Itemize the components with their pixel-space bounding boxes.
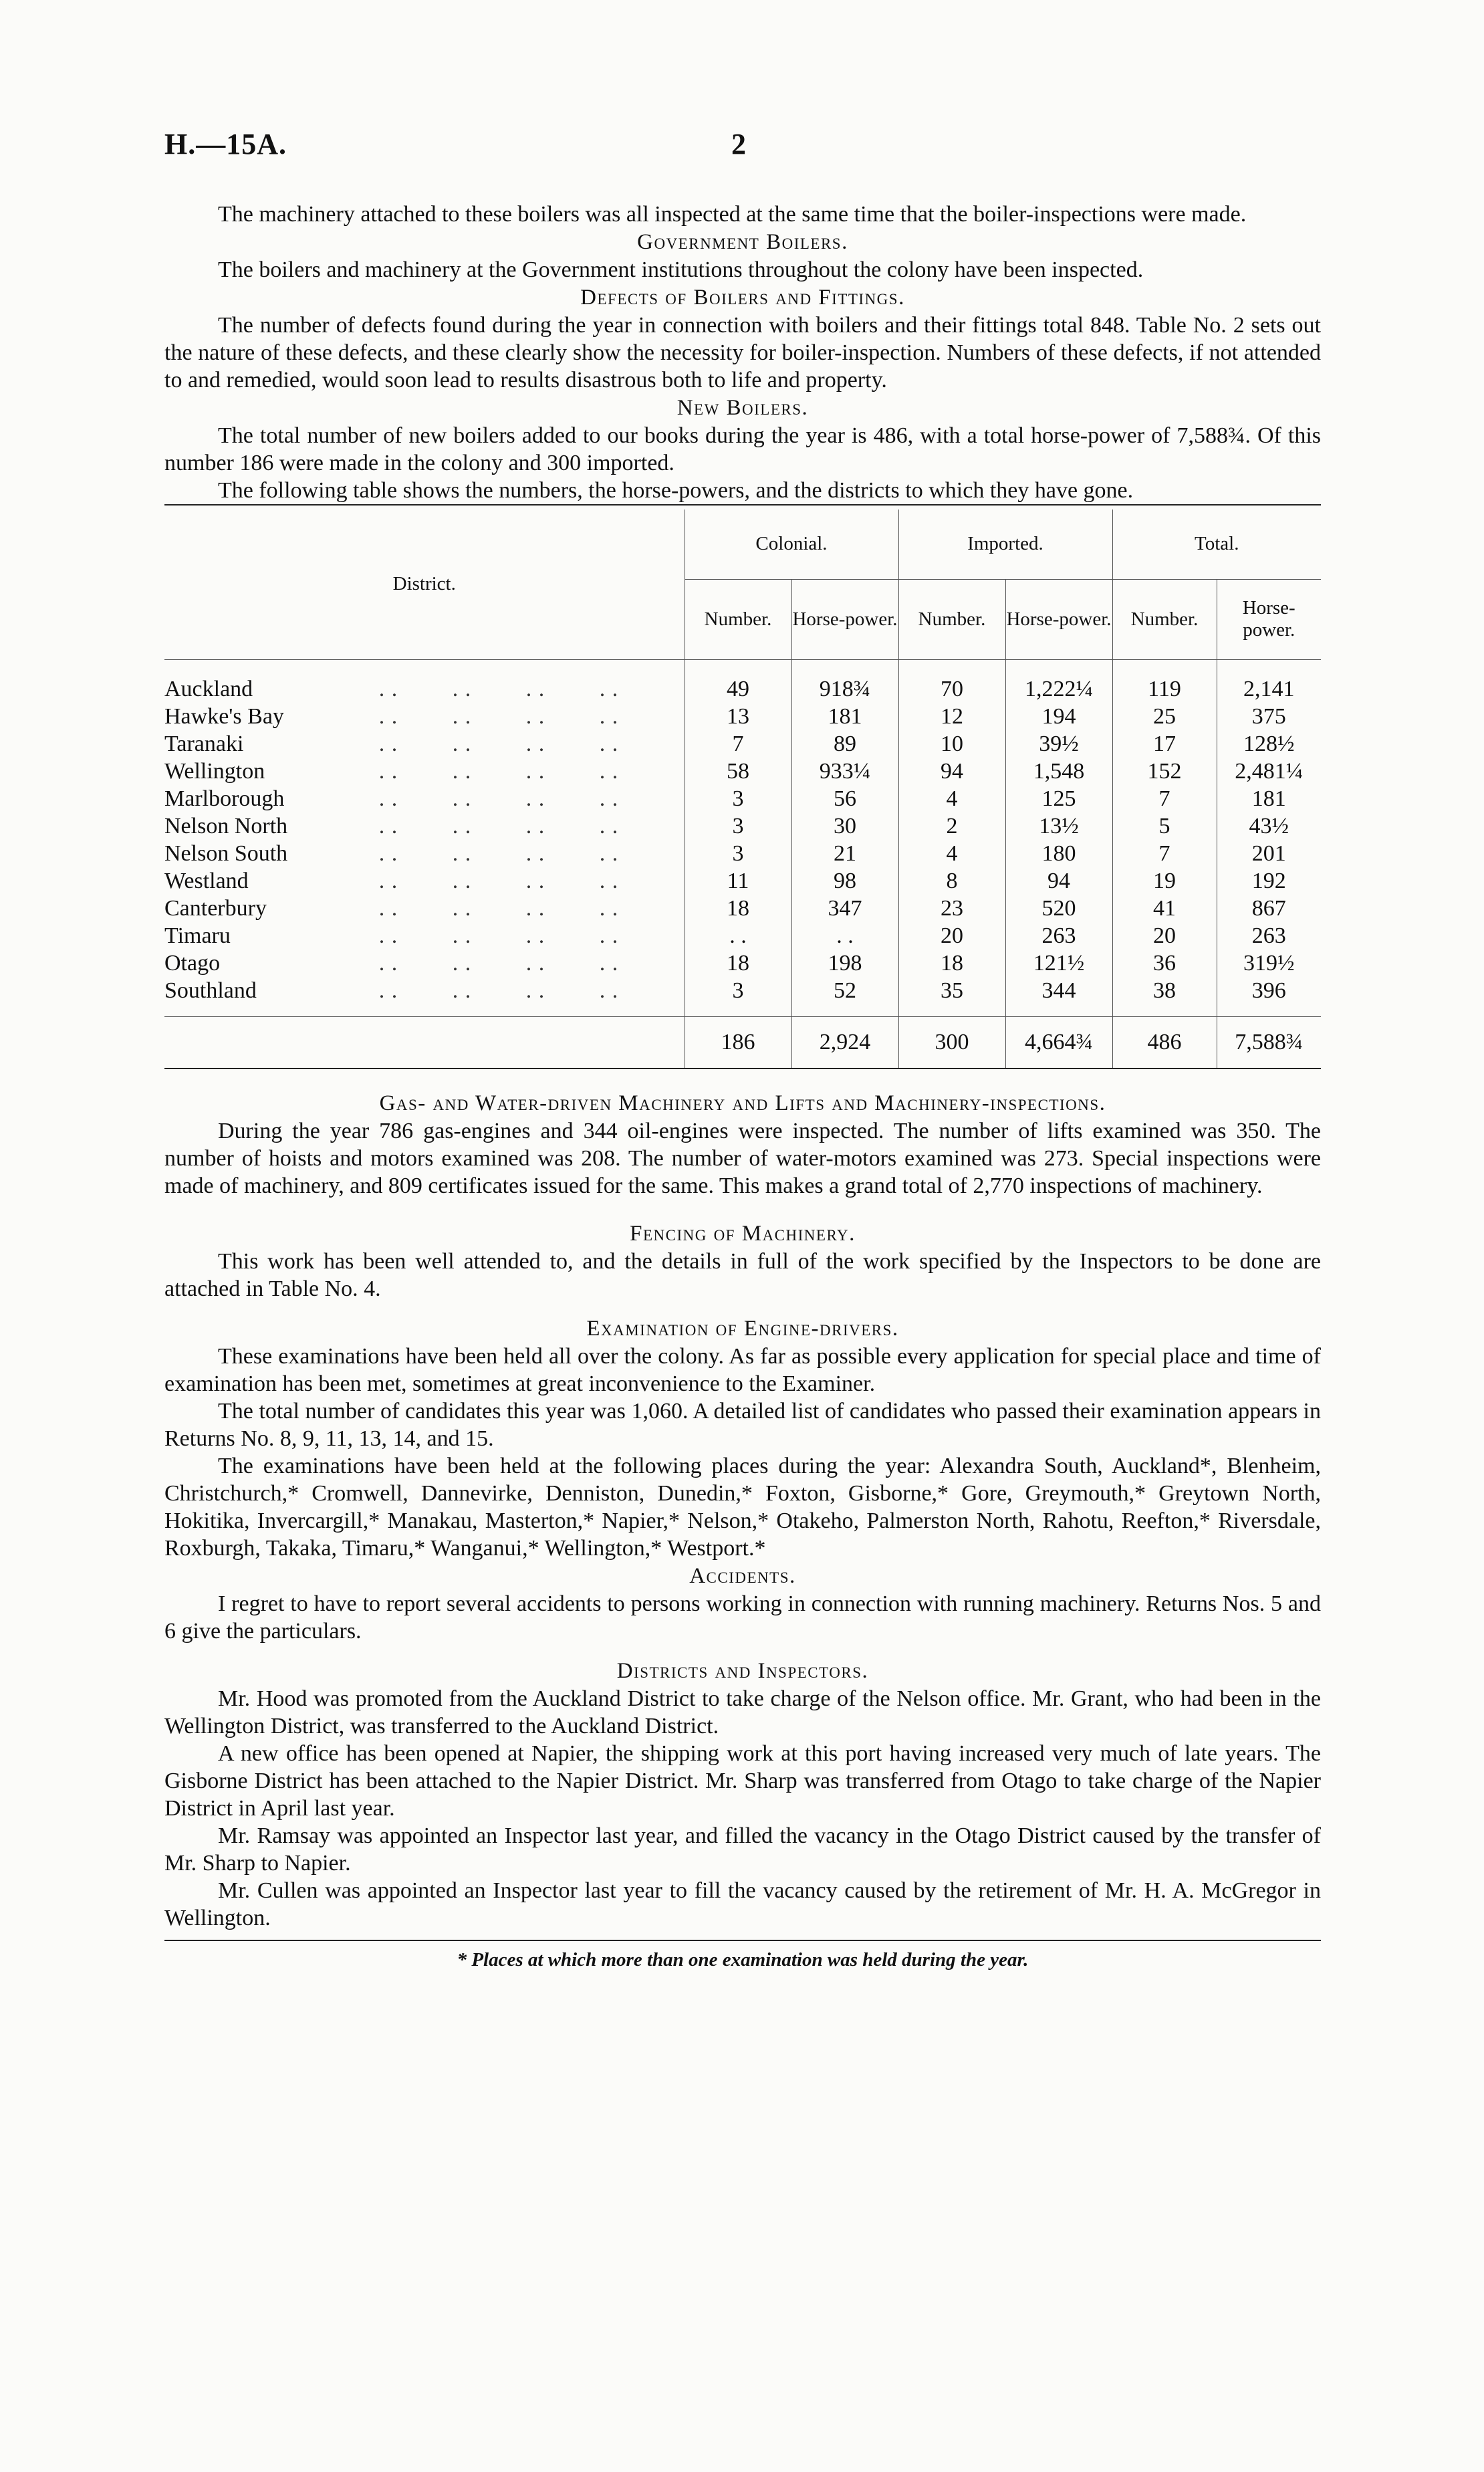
header-total: Total. [1112, 510, 1321, 579]
total-hp-cell: 319½ [1217, 949, 1321, 977]
imported-hp-cell: 1,222¼ [1005, 675, 1112, 703]
colonial-hp-cell: 933¼ [791, 758, 898, 785]
dot-leader [352, 923, 646, 948]
colonial-hp-cell: 347 [791, 895, 898, 922]
total-number-cell: 7 [1112, 840, 1217, 867]
dot-leader-segment: . . [525, 677, 545, 701]
colonial-hp-cell: 30 [791, 812, 898, 840]
total-colonial-number: 186 [685, 1016, 791, 1068]
imported-number-cell: 10 [898, 730, 1005, 758]
dot-leader-segment: . . [525, 814, 545, 838]
page-number: 2 [731, 128, 746, 160]
heading-defects: Defects of Boilers and Fittings. [580, 286, 905, 310]
table-body [164, 659, 1321, 1004]
total-hp-cell: 2,481¼ [1217, 758, 1321, 785]
table-row [164, 703, 1321, 730]
districts-paragraph-2: A new office has been opened at Napier, the shipping work at this port having increased very much of late years. The Gisborne District has been attached to the Napier District. Mr. Sharp was transferred from Otago to take charge of the Napier District in April last year. [164, 1740, 1321, 1821]
district-name: Hawke's Bay [164, 704, 284, 729]
heading-fencing: Fencing of Machinery. [630, 1221, 856, 1246]
colonial-number-cell: 11 [685, 867, 791, 895]
imported-number-cell: 70 [898, 675, 1005, 703]
district-cell [164, 730, 685, 758]
dot-leader [352, 704, 646, 729]
dot-leader-segment: . . [378, 869, 398, 893]
district-name: Nelson South [164, 841, 288, 866]
dot-leader [352, 896, 646, 921]
dot-leader [352, 732, 646, 756]
imported-hp-cell: 180 [1005, 840, 1112, 867]
district-cell [164, 812, 685, 840]
district-name: Marlborough [164, 786, 285, 811]
total-imported-number: 300 [898, 1016, 1005, 1068]
districts-paragraph-4: Mr. Cullen was appointed an Inspector last year to fill the vacancy caused by the retirement of Mr. H. A. McGregor in Wellington. [164, 1878, 1321, 1930]
dot-leader-segment: . . [599, 978, 619, 1003]
boilers-table [164, 510, 1321, 1068]
dot-leader-segment: . . [378, 951, 398, 976]
colonial-number-cell: 3 [685, 840, 791, 867]
colonial-number-cell: 13 [685, 703, 791, 730]
table-row [164, 977, 1321, 1004]
total-hp-cell: 181 [1217, 785, 1321, 812]
imported-number-cell: 35 [898, 977, 1005, 1004]
total-number-cell: 7 [1112, 785, 1217, 812]
dot-leader-segment: . . [378, 978, 398, 1003]
total-hp-cell: 375 [1217, 703, 1321, 730]
imported-hp-cell: 1,548 [1005, 758, 1112, 785]
dot-leader-segment: . . [452, 786, 472, 811]
dot-leader-segment: . . [452, 732, 472, 756]
table-row [164, 840, 1321, 867]
accidents-paragraph: I regret to have to report several accidents to persons working in connection with running machinery. Returns Nos. 5 and 6 give the particulars. [164, 1591, 1321, 1644]
header-total-number: Number. [1112, 579, 1217, 659]
table-row [164, 758, 1321, 785]
dot-leader-segment: . . [452, 704, 472, 729]
total-hp-cell: 43½ [1217, 812, 1321, 840]
colonial-number-cell: 3 [685, 977, 791, 1004]
header-colonial-hp: Horse-power. [791, 579, 898, 659]
table-row [164, 895, 1321, 922]
dot-leader-segment: . . [525, 923, 545, 948]
new-boilers-paragraph-1: The total number of new boilers added to our books during the year is 486, with a total horse-power of 7,588¾. Of this number 186 were made in the colony and 300 imported. [164, 423, 1321, 475]
intro-paragraph: The machinery attached to these boilers was all inspected at the same time that the boiler-inspections were made. [218, 202, 1247, 227]
table-row [164, 949, 1321, 977]
fencing-paragraph: This work has been well attended to, and the details in full of the work specified by the Inspectors to be done are attached in Table No. 4. [164, 1248, 1321, 1301]
district-cell [164, 703, 685, 730]
total-number-cell: 41 [1112, 895, 1217, 922]
imported-hp-cell: 39½ [1005, 730, 1112, 758]
total-number-cell: 20 [1112, 922, 1217, 949]
dot-leader-segment: . . [599, 951, 619, 976]
colonial-hp-cell: 198 [791, 949, 898, 977]
imported-hp-cell: 121½ [1005, 949, 1112, 977]
page-header [164, 127, 1321, 201]
heading-gas-water-machinery: Gas- and Water-driven Machinery and Lifts and Machinery-inspections. [379, 1091, 1106, 1115]
colonial-hp-cell: . . [791, 922, 898, 949]
table-row [164, 785, 1321, 812]
heading-new-boilers: New Boilers. [676, 396, 809, 420]
districts-paragraph-3: Mr. Ramsay was appointed an Inspector last year, and filled the vacancy in the Otago District caused by the transfer of Mr. Sharp to Napier. [164, 1823, 1321, 1876]
colonial-number-cell: 7 [685, 730, 791, 758]
dot-leader-segment: . . [525, 732, 545, 756]
dot-leader-segment: . . [599, 732, 619, 756]
dot-leader-segment: . . [378, 704, 398, 729]
dot-leader-segment: . . [599, 677, 619, 701]
imported-number-cell: 8 [898, 867, 1005, 895]
document-page [164, 127, 1321, 1971]
dot-leader-segment: . . [452, 896, 472, 921]
imported-hp-cell: 194 [1005, 703, 1112, 730]
district-name: Southland [164, 978, 257, 1003]
dot-leader-segment: . . [599, 704, 619, 729]
heading-accidents: Accidents. [689, 1563, 796, 1588]
imported-number-cell: 23 [898, 895, 1005, 922]
header-imported-hp: Horse-power. [1005, 579, 1112, 659]
dot-leader-segment: . . [599, 786, 619, 811]
imported-number-cell: 4 [898, 840, 1005, 867]
dot-leader-segment: . . [599, 923, 619, 948]
colonial-number-cell: 3 [685, 812, 791, 840]
total-number-cell: 25 [1112, 703, 1217, 730]
dot-leader-segment: . . [452, 677, 472, 701]
header-imported: Imported. [898, 510, 1112, 579]
colonial-hp-cell: 89 [791, 730, 898, 758]
total-number-cell: 17 [1112, 730, 1217, 758]
table-row [164, 922, 1321, 949]
government-paragraph: The boilers and machinery at the Government institutions throughout the colony have been inspected. [218, 257, 1144, 282]
heading-government-boilers: Government Boilers. [637, 230, 848, 254]
district-cell [164, 977, 685, 1004]
dot-leader-segment: . . [599, 759, 619, 784]
imported-number-cell: 18 [898, 949, 1005, 977]
header-colonial: Colonial. [685, 510, 898, 579]
district-name: Taranaki [164, 732, 244, 756]
district-name: Auckland [164, 677, 253, 701]
dot-leader-segment: . . [599, 841, 619, 866]
dot-leader-segment: . . [452, 814, 472, 838]
dot-leader [352, 786, 646, 811]
table-row [164, 730, 1321, 758]
districts-paragraph-1: Mr. Hood was promoted from the Auckland District to take charge of the Nelson office. Mr. Grant, who had been in the Wellington District, was transferred to the Auckland District. [164, 1686, 1321, 1738]
table-row [164, 675, 1321, 703]
colonial-hp-cell: 52 [791, 977, 898, 1004]
dot-leader [352, 869, 646, 893]
dot-leader [352, 814, 646, 838]
new-boilers-paragraph-2: The following table shows the numbers, the horse-powers, and the districts to which they have gone. [218, 478, 1134, 503]
dot-leader-segment: . . [525, 841, 545, 866]
dot-leader-segment: . . [378, 786, 398, 811]
totals-row [164, 1016, 1321, 1068]
imported-hp-cell: 13½ [1005, 812, 1112, 840]
dot-leader [352, 677, 646, 701]
total-hp-cell: 396 [1217, 977, 1321, 1004]
dot-leader-segment: . . [452, 978, 472, 1003]
dot-leader-segment: . . [452, 951, 472, 976]
total-hp-cell: 263 [1217, 922, 1321, 949]
dot-leader-segment: . . [525, 786, 545, 811]
header-total-hp: Horse-power. [1217, 579, 1321, 659]
dot-leader [352, 841, 646, 866]
colonial-hp-cell: 56 [791, 785, 898, 812]
dot-leader-segment: . . [525, 896, 545, 921]
district-cell [164, 867, 685, 895]
district-name: Nelson North [164, 814, 288, 838]
gas-paragraph: During the year 786 gas-engines and 344 oil-engines were inspected. The number of lifts examined was 350. The number of hoists and motors examined was 208. The number of water-motors examined was 273. Special inspections were made of machinery, and 809 certificates issued for the same. This makes a grand total of 2,770 inspections of machinery. [164, 1118, 1321, 1198]
imported-hp-cell: 125 [1005, 785, 1112, 812]
colonial-number-cell: . . [685, 922, 791, 949]
district-cell [164, 785, 685, 812]
dot-leader-segment: . . [525, 869, 545, 893]
total-imported-hp: 4,664¾ [1005, 1016, 1112, 1068]
total-number-cell: 38 [1112, 977, 1217, 1004]
dot-leader [352, 978, 646, 1003]
colonial-number-cell: 18 [685, 895, 791, 922]
heading-examination: Examination of Engine-drivers. [586, 1316, 899, 1341]
boilers-table-wrapper [164, 504, 1321, 1069]
dot-leader-segment: . . [452, 841, 472, 866]
dot-leader-segment: . . [599, 896, 619, 921]
colonial-number-cell: 49 [685, 675, 791, 703]
header-colonial-number: Number. [685, 579, 791, 659]
dot-leader-segment: . . [525, 704, 545, 729]
dot-leader-segment: . . [452, 759, 472, 784]
dot-leader-segment: . . [378, 732, 398, 756]
exam-paragraph-2: The total number of candidates this year was 1,060. A detailed list of candidates who passed their examination appears in Returns No. 8, 9, 11, 13, 14, and 15. [164, 1398, 1321, 1451]
total-hp-cell: 867 [1217, 895, 1321, 922]
total-hp-cell: 201 [1217, 840, 1321, 867]
district-name: Otago [164, 951, 221, 976]
district-name: Timaru [164, 923, 231, 948]
header-district: District. [392, 573, 456, 595]
colonial-hp-cell: 918¾ [791, 675, 898, 703]
imported-number-cell: 4 [898, 785, 1005, 812]
colonial-number-cell: 18 [685, 949, 791, 977]
total-number-cell: 19 [1112, 867, 1217, 895]
dot-leader-segment: . . [452, 869, 472, 893]
imported-hp-cell: 263 [1005, 922, 1112, 949]
total-hp-cell: 128½ [1217, 730, 1321, 758]
dot-leader-segment: . . [525, 951, 545, 976]
header-imported-number: Number. [898, 579, 1005, 659]
exam-paragraph-1: These examinations have been held all over the colony. As far as possible every application for special place and time of examination has been met, sometimes at great inconvenience to the Examiner. [164, 1343, 1321, 1396]
dot-leader-segment: . . [599, 869, 619, 893]
district-name: Wellington [164, 759, 265, 784]
total-total-number: 486 [1112, 1016, 1217, 1068]
footnote: * Places at which more than one examination was held during the year. [164, 1940, 1321, 1971]
total-hp-cell: 2,141 [1217, 675, 1321, 703]
dot-leader [352, 951, 646, 976]
dot-leader-segment: . . [378, 896, 398, 921]
dot-leader-segment: . . [378, 923, 398, 948]
heading-districts: Districts and Inspectors. [616, 1658, 869, 1683]
district-cell [164, 895, 685, 922]
imported-hp-cell: 520 [1005, 895, 1112, 922]
imported-number-cell: 12 [898, 703, 1005, 730]
total-number-cell: 5 [1112, 812, 1217, 840]
imported-number-cell: 2 [898, 812, 1005, 840]
document-reference: H.—15A. [164, 128, 287, 160]
colonial-hp-cell: 98 [791, 867, 898, 895]
colonial-hp-cell: 181 [791, 703, 898, 730]
total-number-cell: 36 [1112, 949, 1217, 977]
dot-leader-segment: . . [599, 814, 619, 838]
colonial-number-cell: 3 [685, 785, 791, 812]
table-row [164, 812, 1321, 840]
dot-leader-segment: . . [378, 759, 398, 784]
imported-number-cell: 94 [898, 758, 1005, 785]
dot-leader-segment: . . [378, 814, 398, 838]
dot-leader-segment: . . [378, 677, 398, 701]
imported-number-cell: 20 [898, 922, 1005, 949]
district-cell [164, 840, 685, 867]
district-name: Canterbury [164, 896, 267, 921]
district-cell [164, 922, 685, 949]
district-cell [164, 949, 685, 977]
district-cell [164, 758, 685, 785]
dot-leader [352, 759, 646, 784]
imported-hp-cell: 344 [1005, 977, 1112, 1004]
dot-leader-segment: . . [378, 841, 398, 866]
total-hp-cell: 192 [1217, 867, 1321, 895]
dot-leader-segment: . . [452, 923, 472, 948]
imported-hp-cell: 94 [1005, 867, 1112, 895]
table-row [164, 867, 1321, 895]
total-total-hp: 7,588¾ [1217, 1016, 1321, 1068]
defects-paragraph: The number of defects found during the year in connection with boilers and their fittings total 848. Table No. 2 sets out the nature of these defects, and these clearly show the necessity for boiler-inspection. Numbers of these defects, if not attended to and remedied, would soon lead to results disastrous both to life and property. [164, 313, 1321, 392]
district-name: Westland [164, 869, 249, 893]
total-colonial-hp: 2,924 [791, 1016, 898, 1068]
exam-paragraph-3: The examinations have been held at the following places during the year: Alexandra South, Auckland*, Blenheim, Christchurch,* Cromwell, Dannevirke, Denniston, Dunedin,* Foxton, Gisborne,* Gore, Greymouth,* Greytown North, Hokitika, Invercargill,* Manakau, Masterton,* Napier,* Nelson,* Otakeho, Palmerston North, Rahotu, Reefton,* Riversdale, Roxburgh, Takaka, Timaru,* Wanganui,* Wellington,* Westport.* [164, 1453, 1321, 1561]
total-number-cell: 152 [1112, 758, 1217, 785]
dot-leader-segment: . . [525, 759, 545, 784]
district-cell [164, 675, 685, 703]
colonial-number-cell: 58 [685, 758, 791, 785]
colonial-hp-cell: 21 [791, 840, 898, 867]
dot-leader-segment: . . [525, 978, 545, 1003]
total-number-cell: 119 [1112, 675, 1217, 703]
